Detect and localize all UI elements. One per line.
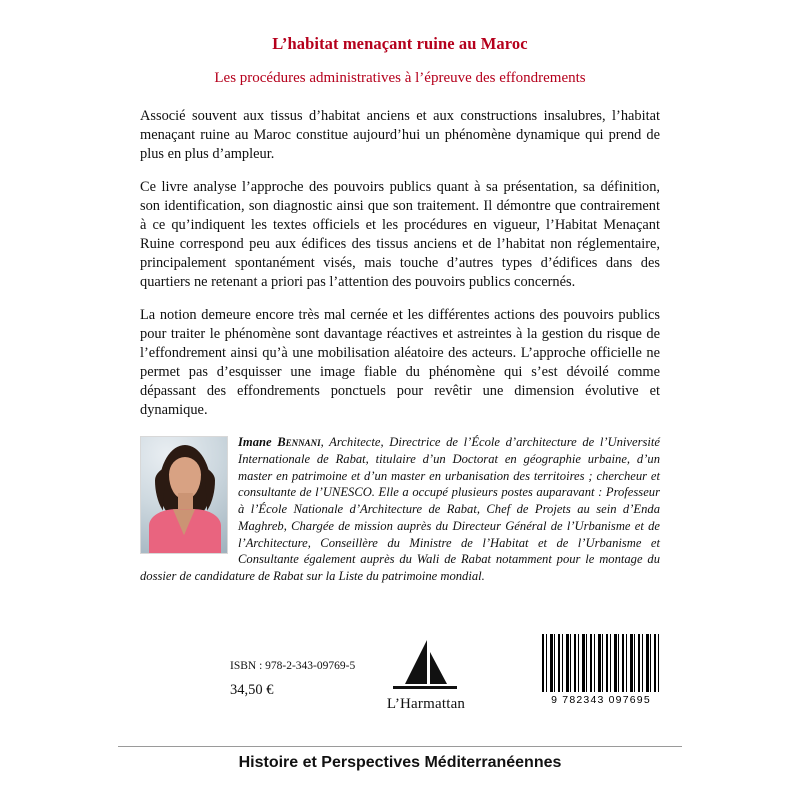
sailboat-icon bbox=[383, 638, 469, 700]
author-name-first: Imane bbox=[238, 435, 278, 450]
blurb-text bbox=[140, 87, 660, 420]
price-text: 34,50 € bbox=[230, 682, 274, 698]
book-subtitle: Les procédures administratives à l’épreuve des effondrements bbox=[214, 70, 586, 86]
barcode bbox=[542, 634, 660, 706]
publisher-name: L’Harmattan bbox=[386, 696, 466, 712]
author-name-last: Bennani bbox=[277, 435, 321, 450]
barcode-bars bbox=[542, 634, 660, 692]
author-bio-block bbox=[140, 434, 660, 585]
blurb-paragraph-1: Associé souvent aux tissus d’habitat anciens et aux constructions insalubres, l’habitat menaçant ruine au Maroc constitue aujourd’hui un phénomène dynamique qui prend de plus en plus d’ampleur. bbox=[140, 108, 660, 163]
publisher-logo bbox=[370, 638, 482, 724]
isbn-text: ISBN : 978-2-343-09769-5 bbox=[230, 660, 356, 672]
book-cover bbox=[118, 10, 682, 790]
barcode-number: 9 782343 097695 bbox=[551, 694, 651, 706]
author-photo bbox=[140, 436, 228, 554]
cover-footer bbox=[118, 650, 682, 790]
author-bio-text: , Architecte, Directrice de l’École d’architecture de l’Université Internationale de Rabat, titulaire d’un Doctorat en géographie urbaine, d’un master en patrimoine et d’un master en urbanisation des territoires ; chercheur et consultante de l’UNESCO. Elle a occupé plusieurs postes auparavant : Professeur à l’École Nationale d’Architecture de Rabat, Chef de Projets au sein d’Enda Maghreb, Chargée de mission auprès du Directeur Général de l’Urbanisme et de l’Architecture, Conseillère du Ministre de l’Habitat et de l’Urbanisme et Consultante également auprès du Wali de Rabat notamment pour le montage du dossier de candidature de Rabat sur la Liste du patrimoine mondial. bbox=[140, 435, 660, 584]
blurb-paragraph-3: La notion demeure encore très mal cernée et les différentes actions des pouvoirs publics pour traiter le phénomène sont davantage réactives et astreintes à la gestion du risque de l’effondrement ainsi qu’à une mobilisation aléatoire des acteurs. L’approche officielle ne permet pas d’esquisser une image fiable du phénomène qui s’est dévoilé comme dépassant des effondrements ponctuels pour revêtir une dimension évolutive et dynamique. bbox=[140, 307, 660, 419]
blurb-paragraph-2: Ce livre analyse l’approche des pouvoirs publics quant à sa présentation, sa définition, son identification, son diagnostic ainsi que son traitement. Il démontre que contrairement à ce qu’indiquent les textes officiels et les procédures en vigueur, l’Habitat Menaçant Ruine correspond peu aux édifices des tissus anciens et de l’habitat non réglementaire, principalement spontanément visés, mais touche d’autres types d’édifices dans des quartiers ne retenant a priori pas l’attention des pouvoirs publics concernés. bbox=[140, 179, 660, 291]
series-title: Histoire et Perspectives Méditerranéennes bbox=[118, 746, 682, 772]
book-title: L’habitat menaçant ruine au Maroc bbox=[272, 34, 528, 53]
